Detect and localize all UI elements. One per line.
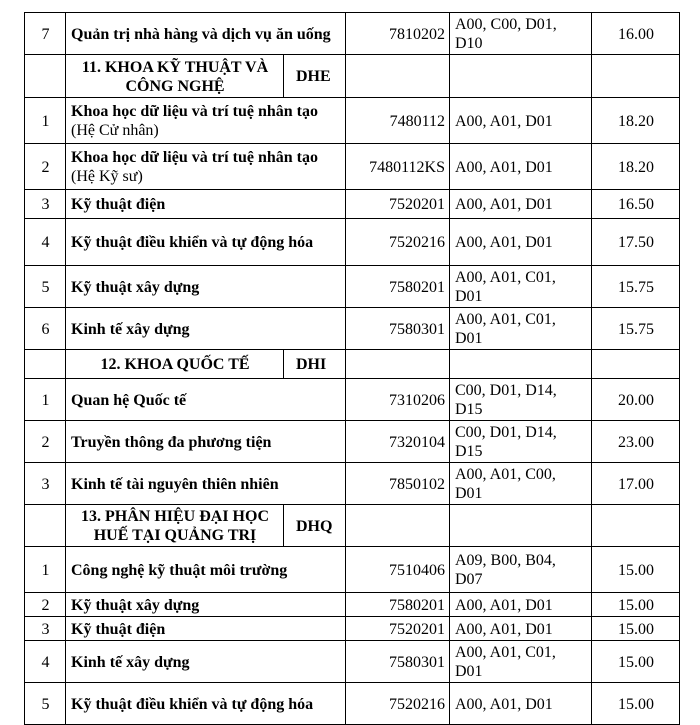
section-score-cell xyxy=(592,55,680,98)
section-code-cell xyxy=(346,55,450,98)
subject-combinations: A00, A01, D01 xyxy=(450,683,592,725)
major-code: 7520216 xyxy=(346,219,450,266)
major-name-cell xyxy=(66,641,346,683)
section-school-code: DHI xyxy=(284,350,346,379)
major-program-type: (Hệ Kỹ sư) xyxy=(71,168,143,185)
section-code-cell xyxy=(346,505,450,547)
major-name-cell xyxy=(66,266,346,308)
major-name: Kỹ thuật điều khiển và tự động hóa xyxy=(71,234,314,251)
table-row xyxy=(25,190,680,219)
subject-combinations: A00, C00, D01, D10 xyxy=(450,13,592,55)
major-code: 7580201 xyxy=(346,593,450,617)
major-name-cell xyxy=(66,617,346,641)
cutoff-score: 17.50 xyxy=(592,219,680,266)
row-number: 2 xyxy=(25,421,66,463)
subject-combinations: A09, B00, B04, D07 xyxy=(450,547,592,593)
major-code: 7310206 xyxy=(346,379,450,421)
major-code: 7320104 xyxy=(346,421,450,463)
major-code: 7580301 xyxy=(346,308,450,350)
admission-table-container xyxy=(24,12,680,725)
cutoff-score: 15.75 xyxy=(592,266,680,308)
table-row xyxy=(25,266,680,308)
table-row xyxy=(25,421,680,463)
major-program-type: (Hệ Cử nhân) xyxy=(71,122,159,139)
major-name: Kỹ thuật xây dựng xyxy=(71,278,200,296)
section-school-code: DHE xyxy=(284,55,346,98)
cutoff-score: 15.00 xyxy=(592,617,680,641)
section-header-row xyxy=(25,505,680,547)
major-name: Kỹ thuật điều khiển và tự động hóa xyxy=(71,695,314,713)
cutoff-score: 20.00 xyxy=(592,379,680,421)
cutoff-score: 15.00 xyxy=(592,593,680,617)
section-header-row xyxy=(25,55,680,98)
cutoff-score: 17.00 xyxy=(592,463,680,505)
major-code: 7810202 xyxy=(346,13,450,55)
major-name: Truyền thông đa phương tiện xyxy=(71,433,272,451)
section-code-cell xyxy=(346,350,450,379)
row-number: 6 xyxy=(25,308,66,350)
table-row xyxy=(25,463,680,505)
major-name: Kinh tế xây dựng xyxy=(71,653,190,671)
major-name-cell xyxy=(66,421,346,463)
table-row xyxy=(25,308,680,350)
table-row xyxy=(25,98,680,144)
table-row xyxy=(25,641,680,683)
section-combo-cell xyxy=(450,55,592,98)
major-name: Kinh tế xây dựng xyxy=(71,320,190,338)
row-number: 5 xyxy=(25,683,66,725)
major-code: 7480112KS xyxy=(346,144,450,190)
section-score-cell xyxy=(592,350,680,379)
subject-combinations: A00, A01, D01 xyxy=(450,617,592,641)
major-name-cell xyxy=(66,379,346,421)
row-number: 1 xyxy=(25,379,66,421)
major-name: Công nghệ kỹ thuật môi trường xyxy=(71,561,288,579)
major-code: 7520216 xyxy=(346,683,450,725)
section-title: 12. KHOA QUỐC TẾ xyxy=(66,350,284,379)
section-combo-cell xyxy=(450,505,592,547)
table-row xyxy=(25,683,680,725)
major-code: 7580201 xyxy=(346,266,450,308)
major-name: Kỹ thuật xây dựng xyxy=(71,596,200,614)
table-row xyxy=(25,379,680,421)
major-name-cell xyxy=(66,547,346,593)
subject-combinations: A00, A01, C01, D01 xyxy=(450,308,592,350)
subject-combinations: A00, A01, D01 xyxy=(450,190,592,219)
major-name-cell xyxy=(66,308,346,350)
major-name: Quản trị nhà hàng và dịch vụ ăn uống xyxy=(71,25,331,43)
major-name-cell xyxy=(66,593,346,617)
cutoff-score: 15.00 xyxy=(592,547,680,593)
row-number: 3 xyxy=(25,463,66,505)
major-code: 7480112 xyxy=(346,98,450,144)
cutoff-score: 16.00 xyxy=(592,13,680,55)
row-number: 1 xyxy=(25,547,66,593)
major-code: 7850102 xyxy=(346,463,450,505)
row-number: 3 xyxy=(25,190,66,219)
section-title: 13. PHÂN HIỆU ĐẠI HỌC HUẾ TẠI QUẢNG TRỊ xyxy=(66,505,284,547)
table-row xyxy=(25,617,680,641)
major-name-cell xyxy=(66,463,346,505)
table-row xyxy=(25,144,680,190)
section-stt-cell xyxy=(25,55,66,98)
subject-combinations: C00, D01, D14, D15 xyxy=(450,421,592,463)
row-number: 4 xyxy=(25,641,66,683)
subject-combinations: A00, A01, D01 xyxy=(450,98,592,144)
section-school-code: DHQ xyxy=(284,505,346,547)
major-name-cell xyxy=(66,98,346,144)
cutoff-score: 16.50 xyxy=(592,190,680,219)
major-name-cell xyxy=(66,219,346,266)
subject-combinations: A00, A01, C01, D01 xyxy=(450,266,592,308)
row-number: 3 xyxy=(25,617,66,641)
section-stt-cell xyxy=(25,505,66,547)
subject-combinations: A00, A01, D01 xyxy=(450,144,592,190)
subject-combinations: C00, D01, D14, D15 xyxy=(450,379,592,421)
section-title: 11. KHOA KỸ THUẬT VÀ CÔNG NGHỆ xyxy=(66,55,284,98)
cutoff-score: 15.00 xyxy=(592,641,680,683)
subject-combinations: A00, A01, D01 xyxy=(450,593,592,617)
section-combo-cell xyxy=(450,350,592,379)
cutoff-score: 15.75 xyxy=(592,308,680,350)
section-score-cell xyxy=(592,505,680,547)
major-code: 7580301 xyxy=(346,641,450,683)
subject-combinations: A00, A01, C01, D01 xyxy=(450,641,592,683)
major-name: Quan hệ Quốc tế xyxy=(71,391,187,409)
cutoff-score: 18.20 xyxy=(592,144,680,190)
cutoff-score: 23.00 xyxy=(592,421,680,463)
table-row xyxy=(25,547,680,593)
major-name: Kỹ thuật điện xyxy=(71,620,166,638)
major-name: Kỹ thuật điện xyxy=(71,196,166,213)
major-name-cell xyxy=(66,190,346,219)
major-name-cell xyxy=(66,13,346,55)
major-name-cell xyxy=(66,683,346,725)
row-number: 2 xyxy=(25,144,66,190)
admission-scores-table xyxy=(24,12,680,725)
table-body xyxy=(25,13,680,725)
row-number: 1 xyxy=(25,98,66,144)
table-row xyxy=(25,593,680,617)
cutoff-score: 18.20 xyxy=(592,98,680,144)
section-stt-cell xyxy=(25,350,66,379)
section-header-row xyxy=(25,350,680,379)
subject-combinations: A00, A01, C00, D01 xyxy=(450,463,592,505)
major-name: Kinh tế tài nguyên thiên nhiên xyxy=(71,475,279,493)
major-code: 7520201 xyxy=(346,617,450,641)
subject-combinations: A00, A01, D01 xyxy=(450,219,592,266)
row-number: 2 xyxy=(25,593,66,617)
major-code: 7520201 xyxy=(346,190,450,219)
row-number: 4 xyxy=(25,219,66,266)
table-row xyxy=(25,219,680,266)
major-code: 7510406 xyxy=(346,547,450,593)
row-number: 7 xyxy=(25,13,66,55)
major-name-cell xyxy=(66,144,346,190)
major-name: Khoa học dữ liệu và trí tuệ nhân tạo xyxy=(71,149,318,166)
major-name: Khoa học dữ liệu và trí tuệ nhân tạo xyxy=(71,103,318,120)
row-number: 5 xyxy=(25,266,66,308)
cutoff-score: 15.00 xyxy=(592,683,680,725)
table-row xyxy=(25,13,680,55)
